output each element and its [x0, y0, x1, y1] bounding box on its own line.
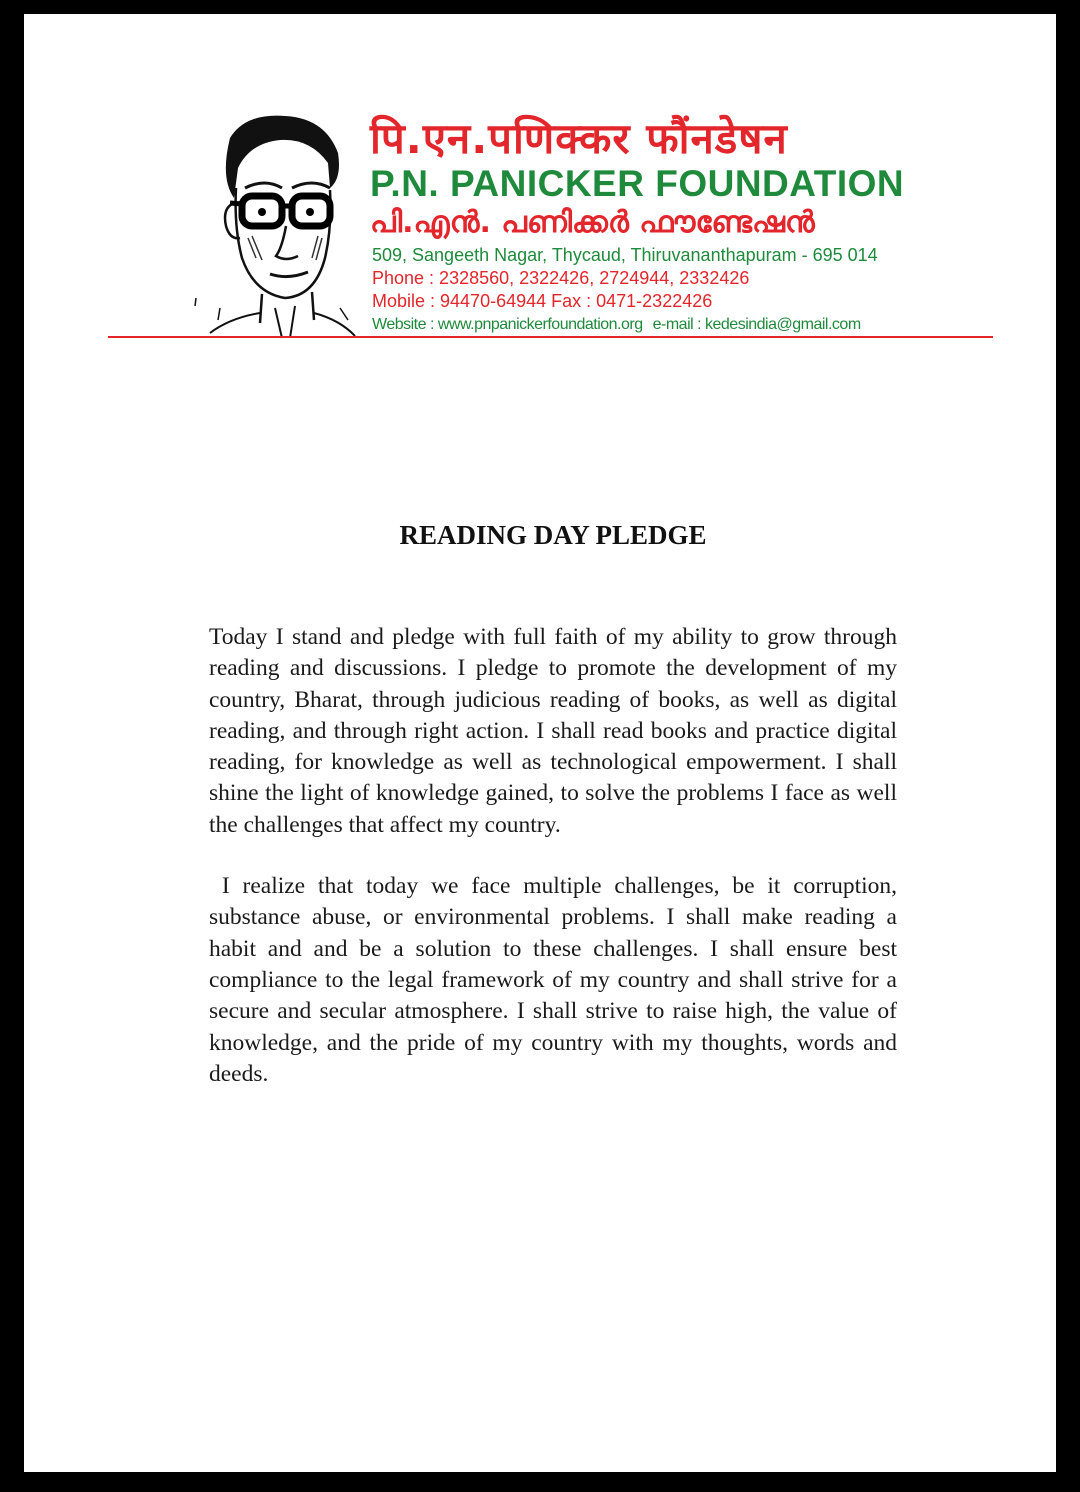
address: 509, Sangeeth Nagar, Thycaud, Thiruvananthapuram - 695 014 — [372, 245, 878, 265]
website: Website : www.pnpanickerfoundation.org — [372, 316, 643, 333]
header-divider — [108, 336, 993, 338]
contact-web — [372, 314, 970, 336]
letterhead — [370, 114, 970, 336]
document-page — [24, 14, 1056, 1472]
portrait-sketch-icon — [190, 108, 360, 340]
phone-numbers: Phone : 2328560, 2322426, 2724944, 2332426 — [372, 268, 750, 288]
english-name: P.N. PANICKER FOUNDATION — [370, 163, 905, 204]
email: e-mail : kedesindia@gmail.com — [652, 316, 861, 333]
pledge-paragraph: Today I stand and pledge with full faith of my ability to grow through reading and discussions. I pledge to promote the development of my country, Bharat, through judicious reading of books, as well as digital reading, and through right action. I shall read books and practice digital reading, for knowledge as well as technological empowerment. I shall shine the light of knowledge gained, to solve the problems I face as well the challenges that affect my country. — [209, 624, 897, 838]
pledge-paragraph: I realize that today we face multiple challenges, be it corruption, substance abuse, or environmental problems. I shall make reading a habit and and be a solution to these challenges. I shall ensure best compliance to the legal framework of my country and shall strive for a secure and secular atmosphere. I shall strive to raise high, the value of knowledge, and the pride of my country with my thoughts, words and deeds. — [209, 873, 903, 1087]
page-title: READING DAY PLEDGE — [399, 520, 707, 550]
pledge-body — [209, 622, 903, 1120]
hindi-name: पि.एन.पणिक्कर फौंनडेषन — [370, 114, 788, 163]
mobile-fax: Mobile : 94470-64944 Fax : 0471-2322426 — [372, 291, 713, 311]
malayalam-name: പി.എൻ. പണിക്കർ ഫൗണ്ടേഷൻ — [370, 205, 815, 240]
